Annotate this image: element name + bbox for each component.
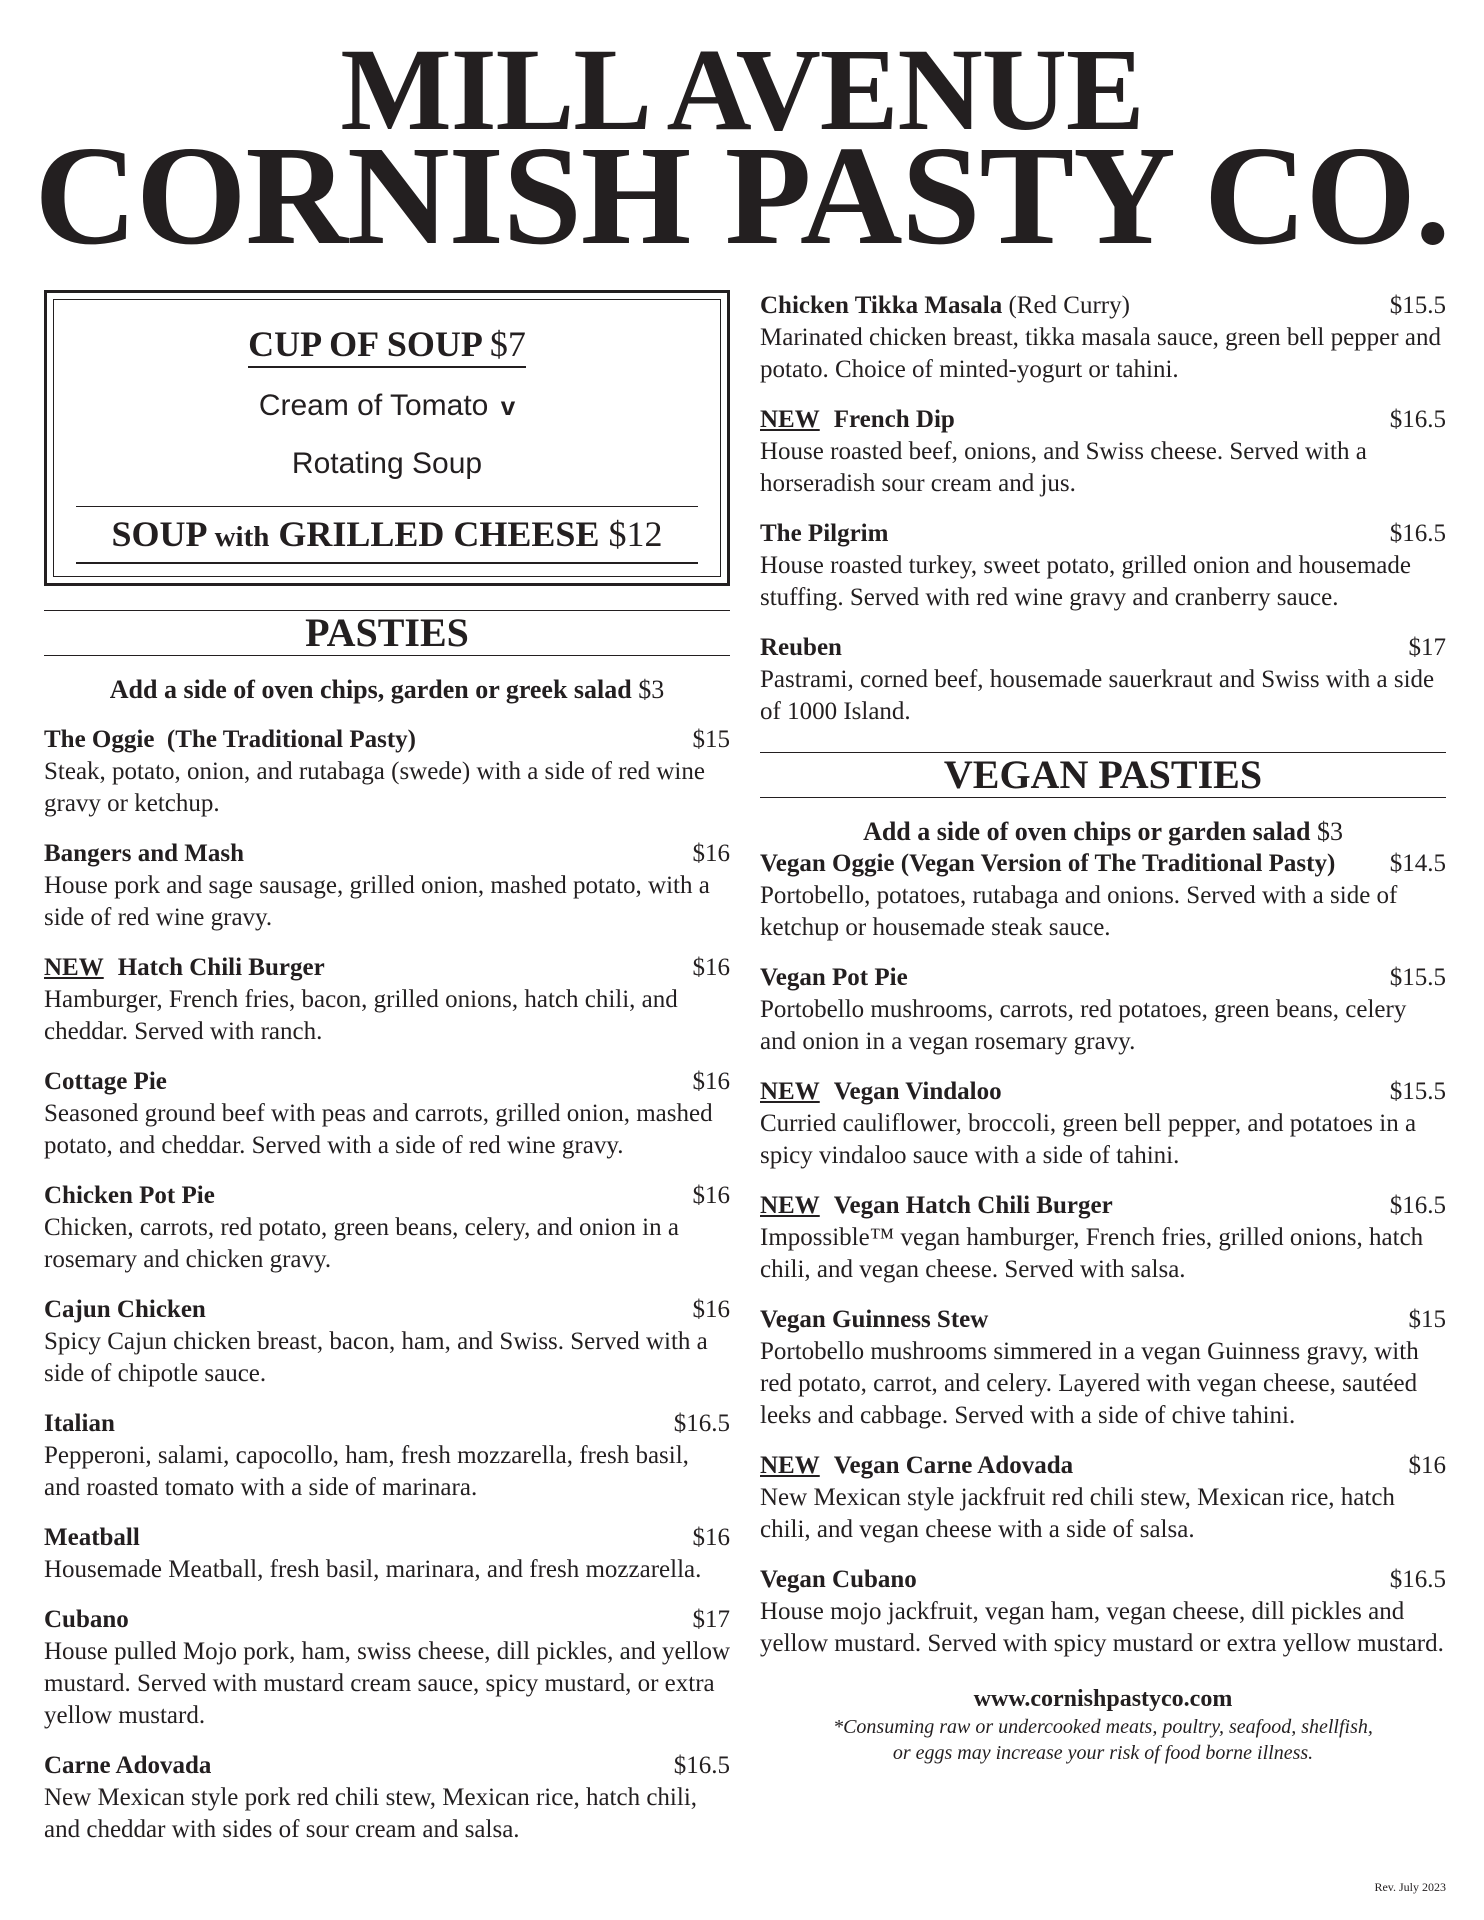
menu-item-price: $16 — [692, 1068, 730, 1095]
vegan-pasties-list — [760, 848, 1446, 1660]
menu-item-name: Italian — [44, 1410, 115, 1437]
soup-box — [44, 290, 730, 586]
menu-item-name: Vegan Cubano — [760, 1566, 917, 1593]
soup-item — [54, 446, 720, 482]
menu-item-description: Housemade Meatball, fresh basil, marinara, and fresh mozzarella. — [44, 1556, 702, 1583]
menu-item-header — [44, 1522, 730, 1554]
menu-item-header — [760, 1450, 1446, 1482]
menu-item-name: Cottage Pie — [44, 1068, 167, 1095]
menu-item-price: $15 — [692, 726, 730, 753]
side-note-text: Add a side of oven chips, garden or greek salad — [109, 675, 632, 704]
menu-item-header — [760, 632, 1446, 664]
menu-item — [44, 1750, 730, 1846]
menu-item-header — [44, 1180, 730, 1212]
combo-soup-label: SOUP — [111, 514, 206, 554]
menu-item-name: Carne Adovada — [44, 1752, 212, 1779]
menu-item — [760, 1190, 1446, 1286]
menu-item-title — [760, 848, 1335, 880]
soup-item — [54, 388, 720, 424]
menu-item — [44, 1180, 730, 1276]
soup-box-inner — [53, 299, 721, 577]
menu-item-price: $16 — [692, 840, 730, 867]
combo-with-label: with — [214, 521, 270, 553]
cup-of-soup-heading — [248, 322, 526, 368]
food-safety-disclaimer: *Consuming raw or undercooked meats, poultry, seafood, shellfish, — [833, 1716, 1373, 1738]
menu-item — [44, 1604, 730, 1732]
menu-item-header — [44, 1066, 730, 1098]
menu-item-header — [760, 962, 1446, 994]
menu-item-title — [760, 404, 955, 436]
menu-item-description: House mojo jackfruit, vegan ham, vegan cheese, dill pickles and yellow mustard. Served with spicy mustard or extra yellow mustard. — [760, 1598, 1444, 1657]
new-badge: NEW — [760, 1452, 820, 1479]
menu-item — [44, 1522, 730, 1586]
menu-item-name: The Oggie (The Traditional Pasty) — [44, 726, 416, 753]
menu-item — [44, 724, 730, 820]
menu-item-title — [760, 632, 842, 664]
menu-item-price: $17 — [692, 1606, 730, 1633]
menu-item-title — [760, 518, 888, 550]
menu-item-header — [760, 1304, 1446, 1336]
menu-item-header — [44, 1408, 730, 1440]
side-note-price: $3 — [638, 675, 665, 704]
menu-item-description: Curried cauliflower, broccoli, green bell pepper, and potatoes in a spicy vindaloo sauce with a side of tahini. — [760, 1110, 1417, 1169]
menu-item-title — [760, 1564, 917, 1596]
menu-item-price: $15.5 — [1389, 964, 1446, 991]
menu-item-title — [44, 1750, 211, 1782]
menu-item-description: Chicken, carrots, red potato, green beans, celery, and onion in a rosemary and chicken gravy. — [44, 1214, 679, 1273]
menu-item-title — [44, 1522, 140, 1554]
menu-item — [760, 1450, 1446, 1546]
revision-date: Rev. July 2023 — [1374, 1880, 1446, 1894]
menu-item-description: Marinated chicken breast, tikka masala sauce, green bell pepper and potato. Choice of minted-yogurt or tahini. — [760, 324, 1441, 383]
menu-item — [44, 1294, 730, 1390]
menu-item — [760, 848, 1446, 944]
menu-item-description: Portobello, potatoes, rutabaga and onions. Served with a side of ketchup or housemade steak sauce. — [760, 882, 1398, 941]
menu-item-price: $16 — [692, 1182, 730, 1209]
menu-item-title — [44, 1066, 167, 1098]
menu-item-price: $16 — [1408, 1452, 1446, 1479]
menu-item — [760, 518, 1446, 614]
restaurant-name-line1: MILL AVENUE — [340, 24, 1144, 155]
menu-item-title — [44, 1180, 215, 1212]
menu-item-name: Chicken Tikka Masala — [760, 292, 1003, 319]
menu-item-title — [760, 1190, 1113, 1222]
menu-item-price: $15.5 — [1389, 292, 1446, 319]
menu-item-note: (Red Curry) — [1008, 292, 1130, 319]
menu-item-name: Cajun Chicken — [44, 1296, 206, 1323]
menu-item-price: $14.5 — [1389, 850, 1446, 877]
menu-item-price: $16.5 — [1389, 406, 1446, 433]
menu-item — [760, 1076, 1446, 1172]
soup-grilled-cheese-combo — [76, 506, 698, 564]
menu-item-price: $16.5 — [1389, 1566, 1446, 1593]
new-badge: NEW — [760, 406, 820, 433]
soup-item-name: Rotating Soup — [291, 447, 483, 480]
menu-item-name: Vegan Hatch Chili Burger — [833, 1192, 1113, 1219]
menu-item-description: House roasted beef, onions, and Swiss cheese. Served with a horseradish sour cream and jus. — [760, 438, 1367, 497]
new-badge: NEW — [760, 1192, 820, 1219]
menu-item-price: $16.5 — [1389, 520, 1446, 547]
menu-item — [760, 290, 1446, 386]
menu-item-description: Spicy Cajun chicken breast, bacon, ham, and Swiss. Served with a side of chipotle sauce. — [44, 1328, 708, 1387]
menu-item-name: French Dip — [833, 406, 955, 433]
menu-item-header — [44, 1294, 730, 1326]
menu-item-description: House pulled Mojo pork, ham, swiss cheese, dill pickles, and yellow mustard. Served with mustard cream sauce, spicy mustard, or extra yellow mustard. — [44, 1638, 730, 1729]
left-column — [44, 290, 730, 1846]
menu-item-price: $16 — [692, 1296, 730, 1323]
menu-item-description: Portobello mushrooms simmered in a vegan Guinness gravy, with red potato, carrot, and celery. Layered with vegan cheese, sautéed leeks and cabbage. Served with a side of chive tahini. — [760, 1338, 1419, 1429]
menu-item-header — [760, 1564, 1446, 1596]
menu-item-header — [760, 1076, 1446, 1108]
menu-item-description: Hamburger, French fries, bacon, grilled onions, hatch chili, and cheddar. Served with ranch. — [44, 986, 678, 1045]
menu-item-name: Vegan Pot Pie — [760, 964, 908, 991]
menu-item-price: $16 — [692, 1524, 730, 1551]
combo-price: $12 — [608, 514, 663, 554]
pasties-side-note — [44, 674, 730, 706]
menu-item-price: $16.5 — [1389, 1192, 1446, 1219]
vegan-pasties-heading: VEGAN PASTIES — [760, 752, 1446, 798]
menu-item-name: Cubano — [44, 1606, 129, 1633]
menu-item-description: House roasted turkey, sweet potato, grilled onion and housemade stuffing. Served with red wine gravy and cranberry sauce. — [760, 552, 1411, 611]
menu-item-name: Hatch Chili Burger — [117, 954, 325, 981]
menu-item — [44, 1408, 730, 1504]
right-column — [760, 290, 1446, 1766]
menu-item-header — [44, 838, 730, 870]
menu-item — [44, 1066, 730, 1162]
vegan-side-note — [760, 816, 1446, 848]
menu-item-price: $15 — [1408, 1306, 1446, 1333]
menu-item-name: Vegan Carne Adovada — [833, 1452, 1074, 1479]
menu-item — [44, 838, 730, 934]
side-note-price: $3 — [1316, 817, 1343, 846]
menu-item-title — [44, 724, 416, 756]
menu-item-header — [44, 724, 730, 756]
menu-item-name: The Pilgrim — [760, 520, 889, 547]
menu-item-title — [760, 962, 908, 994]
menu-item-name: Bangers and Mash — [44, 840, 245, 867]
menu-item-name: Vegan Vindaloo — [833, 1078, 1002, 1105]
soup-item-name: Cream of Tomato — [258, 389, 489, 422]
menu-item-title — [44, 952, 325, 984]
menu-item-header — [44, 952, 730, 984]
combo-grilled-cheese-label: GRILLED CHEESE — [278, 514, 600, 554]
menu-item-header — [760, 848, 1446, 880]
menu-item-name: Meatball — [44, 1524, 140, 1551]
pasties-continued-list — [760, 290, 1446, 728]
pasties-heading: PASTIES — [44, 610, 730, 656]
menu-item-name: Vegan Oggie (Vegan Version of The Traditional Pasty) — [760, 850, 1336, 877]
menu-item-header — [760, 404, 1446, 436]
menu-item — [760, 1564, 1446, 1660]
website-link[interactable]: www.cornishpastyco.com — [973, 1686, 1233, 1712]
menu-item-price: $15.5 — [1389, 1078, 1446, 1105]
menu-item-description: Portobello mushrooms, carrots, red potatoes, green beans, celery and onion in a vegan rosemary gravy. — [760, 996, 1407, 1055]
menu-item-description: New Mexican style jackfruit red chili stew, Mexican rice, hatch chili, and vegan cheese with a side of salsa. — [760, 1484, 1395, 1543]
side-note-text: Add a side of oven chips or garden salad — [863, 817, 1311, 846]
new-badge: NEW — [760, 1078, 820, 1105]
menu-item-header — [44, 1604, 730, 1636]
vegetarian-mark-icon: v — [500, 391, 516, 421]
menu-item-title — [760, 1076, 1002, 1108]
menu-item-title — [44, 1294, 206, 1326]
food-safety-disclaimer: or eggs may increase your risk of food borne illness. — [892, 1742, 1314, 1764]
pasties-list — [44, 724, 730, 1846]
menu-item-title — [44, 1604, 129, 1636]
menu-item-header — [760, 1190, 1446, 1222]
menu-item-name: Vegan Guinness Stew — [760, 1306, 989, 1333]
menu-item-description: Seasoned ground beef with peas and carrots, grilled onion, mashed potato, and cheddar. Served with a side of red wine gravy. — [44, 1100, 713, 1159]
menu-item-description: Steak, potato, onion, and rutabaga (swede) with a side of red wine gravy or ketchup. — [44, 758, 705, 817]
menu-item-title — [44, 1408, 115, 1440]
menu-item-price: $16 — [692, 954, 730, 981]
menu-item-name: Reuben — [760, 634, 842, 661]
menu-item-price: $16.5 — [673, 1410, 730, 1437]
footer — [760, 1684, 1446, 1766]
cup-of-soup-price: $7 — [489, 324, 526, 364]
menu-item-title — [760, 1450, 1073, 1482]
menu-item-header — [44, 1750, 730, 1782]
restaurant-name-line2: CORNISH PASTY CO. — [34, 116, 1450, 274]
menu-item-description: Impossible™ vegan hamburger, French fries, grilled onions, hatch chili, and vegan cheese. Served with salsa. — [760, 1224, 1424, 1283]
menu-item — [760, 632, 1446, 728]
menu-item-header — [760, 518, 1446, 550]
menu-item-header — [760, 290, 1446, 322]
menu-item-title — [44, 838, 244, 870]
new-badge: NEW — [44, 954, 104, 981]
menu-item-description: Pastrami, corned beef, housemade sauerkraut and Swiss with a side of 1000 Island. — [760, 666, 1435, 725]
menu-item-price: $17 — [1408, 634, 1446, 661]
menu-item — [44, 952, 730, 1048]
cup-of-soup-label: CUP OF SOUP — [248, 324, 481, 364]
menu-item-title — [760, 1304, 988, 1336]
menu-item-description: Pepperoni, salami, capocollo, ham, fresh mozzarella, fresh basil, and roasted tomato with a side of marinara. — [44, 1442, 689, 1501]
menu-item — [760, 962, 1446, 1058]
menu-item — [760, 404, 1446, 500]
menu-item-name: Chicken Pot Pie — [44, 1182, 215, 1209]
menu-item-price: $16.5 — [673, 1752, 730, 1779]
menu-item-title — [760, 290, 1130, 322]
menu-item — [760, 1304, 1446, 1432]
menu-item-description: House pork and sage sausage, grilled onion, mashed potato, with a side of red wine gravy. — [44, 872, 710, 931]
menu-item-description: New Mexican style pork red chili stew, Mexican rice, hatch chili, and cheddar with sides of sour cream and salsa. — [44, 1784, 698, 1843]
